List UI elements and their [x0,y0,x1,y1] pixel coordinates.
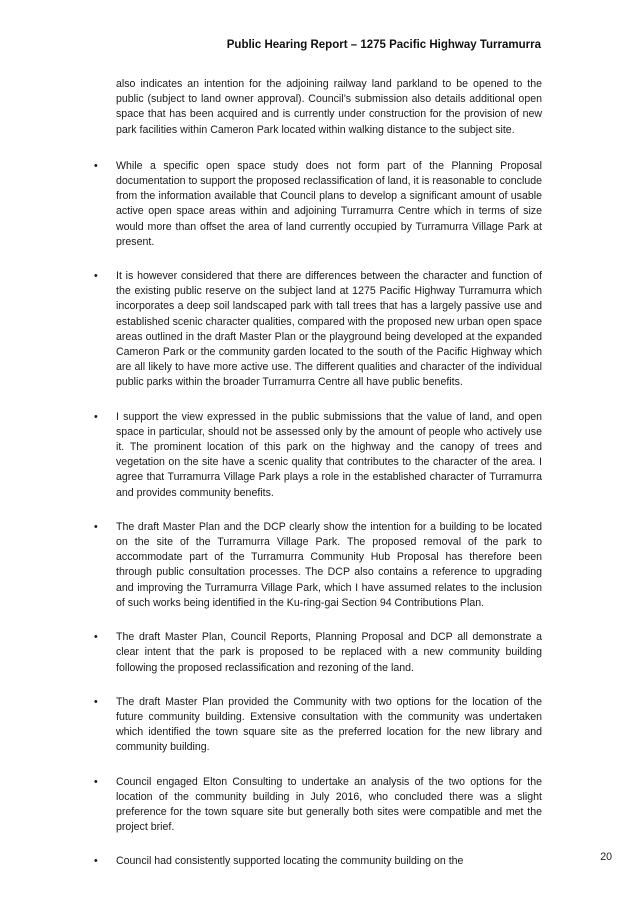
bullet-text: The draft Master Plan provided the Community with two options for the location of the future community building. Extensive consultation with the community was undertaken which identified the town square site as the preferred location for the new library and community building. [116,695,542,754]
bullet-marker: • [94,631,98,644]
report-body [92,77,542,889]
bullet-item-2 [92,269,542,391]
bullet-marker: • [94,270,98,283]
bullet-marker: • [94,159,98,172]
bullet-text: Council engaged Elton Consulting to undertake an analysis of the two options for the location of the community building in July 2016, who concluded there was a slight preference for the town square site but generally both sites were compatible and met the project brief. [116,775,542,834]
bullet-marker: • [94,775,98,788]
page-header-title: Public Hearing Report – 1275 Pacific Highway Turramurra [226,39,541,51]
bullet-text: The draft Master Plan and the DCP clearly show the intention for a building to be located on the site of the Turramurra Village Park. The proposed removal of the park to accommodate part of the Turramurra Community Hub Proposal has therefore been through public consultation processes. The DCP also contains a reference to upgrading and improving the Turramurra Village Park, which I have assumed relates to the inclusion of such works being identified in the Ku-ring-gai Section 94 Contributions Plan. [116,520,542,609]
bullet-text: Council had consistently supported locating the community building on the [116,855,464,868]
bullet-marker: • [94,520,98,533]
bullet-text: While a specific open space study does not form part of the Planning Proposal documentation to support the proposed reclassification of land, it is reasonable to conclude from the information available that Council plans to develop a significant amount of usable active open space areas within and adjoining Turramurra Centre which in terms of size would more than offset the area of land currently occupied by Turramurra Village Park at present. [116,159,542,248]
page-number: 20 [600,851,612,863]
bullet-marker: • [94,695,98,708]
bullet-item-3 [92,410,542,501]
bullet-item-7 [92,775,542,836]
bullet-text: I support the view expressed in the public submissions that the value of land, and open space in particular, should not be assessed only by the amount of people who actively use it. The prominent location of this park on the highway and the canopy of trees and vegetation on the site have a scenic quality that contributes to the character of the area. I agree that Turramurra Village Park plays a role in the established character of Turramurra and provides community benefits. [116,410,542,499]
bullet-item-5 [92,630,542,676]
bullet-marker: • [94,855,98,868]
bullet-item-1 [92,159,542,250]
bullet-item-8 [92,854,542,869]
bullet-marker: • [94,410,98,423]
bullet-item-4 [92,520,542,611]
bullet-text: The draft Master Plan, Council Reports, Planning Proposal and DCP all demonstrate a clear intent that the park is proposed to be replaced with a new community building following the proposed reclassification and rezoning of the land. [116,631,542,674]
bullet-text: It is however considered that there are differences between the character and function of the existing public reserve on the subject land at 1275 Pacific Highway Turramurra which incorporates a deep soil landscaped park with tall trees that has a largely passive use and established scenic character qualities, compared with the proposed new urban open space areas outlined in the draft Master Plan or the playground being developed at the expanded Cameron Park or the community garden located to the south of the Pacific Highway which are all likely to have more active use. The different qualities and character of the individual public parks within the broader Turramurra Centre all have public benefits. [116,270,542,389]
continued-paragraph: also indicates an intention for the adjoining railway land parkland to be opened to the public (subject to land owner approval). Council’s submission also details additional open space that has been acquired and is currently under construction for the provision of new park facilities within Cameron Park located within walking distance to the subject site. [116,78,542,136]
bullet-item-6 [92,695,542,756]
